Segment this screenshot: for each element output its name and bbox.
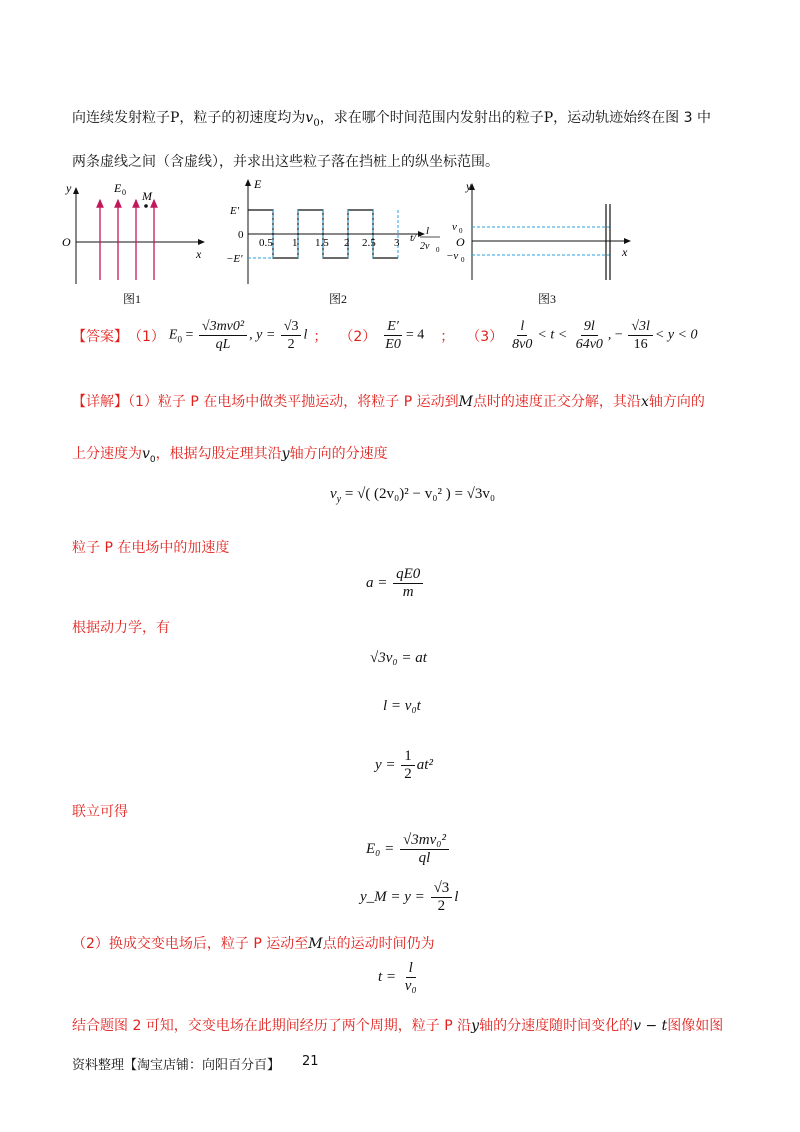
upper-sub: 0 [459,227,463,235]
origin-label: O [456,235,465,249]
intro-text: ，运动轨迹始终在图 3 中 [553,110,711,126]
y-axis-label: y [466,179,472,193]
x-unit-num: l [426,225,430,237]
x-axis-label: x [622,245,628,259]
y-axis-label: y [66,181,72,195]
intro-line-1 [72,108,711,134]
equation-l: l = v₀t [383,698,421,714]
figure-1-caption: 图1 [123,292,142,306]
v0-sub: 0 [313,117,320,129]
v0-symbol: v [305,110,314,126]
figure-3-caption: 图3 [538,292,557,306]
equation-vy: $v_y$ = √( (2v₀)² − v₀² ) = √3v₀ [330,486,496,505]
detail-line-3: 粒子 P 在电场中的加速度 [72,540,230,556]
upper-label: v [452,221,457,233]
field-label: E [114,181,122,195]
field-sub: 0 [122,188,126,197]
equation-at: √3v₀ = at [370,650,427,666]
lower-label: −v [446,250,459,262]
particle-p: P [170,110,180,126]
bottom-label: −E' [226,253,243,265]
x-unit-den: 2v [420,241,430,252]
detail-line-7: 结合题图 2 可知，交变电场在此期间经历了两个周期，粒子 P 沿y轴的分速度随时间变化的v − t图像如图 [72,1018,724,1034]
intro-text: ，求在哪个时间范围内发射出的粒子 [319,110,544,126]
tick-label: 1.5 [315,237,329,249]
top-label: E' [230,205,240,217]
answer-tag: 【答案】 [72,328,128,345]
particle-p: P [543,110,554,126]
x-var-label: t/ [410,232,417,244]
detail-tag: 【详解】 [72,394,128,410]
figure-2 [226,174,446,294]
intro-line-2: 两条虚线之间（含虚线），并求出这些粒子落在挡桩上的纵坐标范围。 [72,154,499,170]
point-m-label: M [142,189,152,203]
tick-label: 2.5 [362,237,376,249]
point-m [144,204,148,208]
answer-part-3-label: （3） [466,328,504,345]
answer-2: $\frac{E'}{E0}$ = 4 [385,319,425,352]
tick-label: 1 [292,237,298,249]
answer-1: $E_0$ = $\frac{\text{√3mv0²}}{qL}$ , y = $\frac{√3}{2}$ l [168,319,308,352]
answer-part-1-label: （1） [128,328,165,345]
equation-a: a = $\frac{qE0}{m}$ [366,566,425,601]
answer-line: 【答案】 （1） $E_0$ = $\frac{\text{√3mv0²}}{qL}$ , y = $\frac{√3}{2}$ l ； （2） $\frac{E'}{E0}$ = 4 ； （3） $\frac{l}{8v0}$ < t < $\frac{9l}{64v0}$ , − $\frac{√3l}{16}$ < y < 0 [72,319,698,352]
origin-label: O [62,235,71,249]
detail-line-1: 【详解】（1）粒子 P 在电场中做类平抛运动，将粒子 P 运动到M点时的速度正交分解，其沿x轴方向的 [72,394,705,410]
answer-3: $\frac{l}{8v0}$ < t < $\frac{9l}{64v0}$ , − $\frac{√3l}{16}$ < y < 0 [512,319,698,352]
detail-line-2: 上分速度为$v_0$，根据勾股定理其沿y轴方向的分速度 [72,446,388,465]
tick-label: 2 [344,237,350,249]
footer-source: 资料整理【淘宝店铺：向阳百分百】 [72,1058,281,1073]
detail-line-6: （2）换成交变电场后，粒子 P 运动至M点的运动时间仍为 [72,936,435,952]
answer-part-2-label: （2） [339,328,377,345]
equation-y: y = $\frac{1}{2}$ at² [375,748,433,782]
equation-ym: y_M = y = $\frac{√3}{2}$ l [360,880,459,914]
figure-1 [60,176,210,298]
x-unit-den-sub: 0 [436,246,440,254]
zero-label: 0 [238,229,244,241]
equation-t: t = $\frac{l}{\text{v₀}}$ [378,960,417,994]
tick-label: 0.5 [259,237,273,249]
detail-line-5: 联立可得 [72,804,128,820]
figure-3 [446,176,638,286]
equation-e0: E₀ = $\frac{\text{√3mv₀²}}{ql}$ [366,832,451,867]
lower-sub: 0 [461,256,465,264]
e-axis-label: E [254,177,262,191]
detail-line-4: 根据动力学，有 [72,620,170,636]
x-axis-label: x [196,247,202,261]
figure-2-caption: 图2 [329,292,348,306]
intro-text: ，粒子的初速度均为 [179,110,306,126]
tick-label: 3 [394,237,400,249]
page-number: 21 [302,1054,319,1069]
intro-text: 向连续发射粒子 [72,110,170,126]
